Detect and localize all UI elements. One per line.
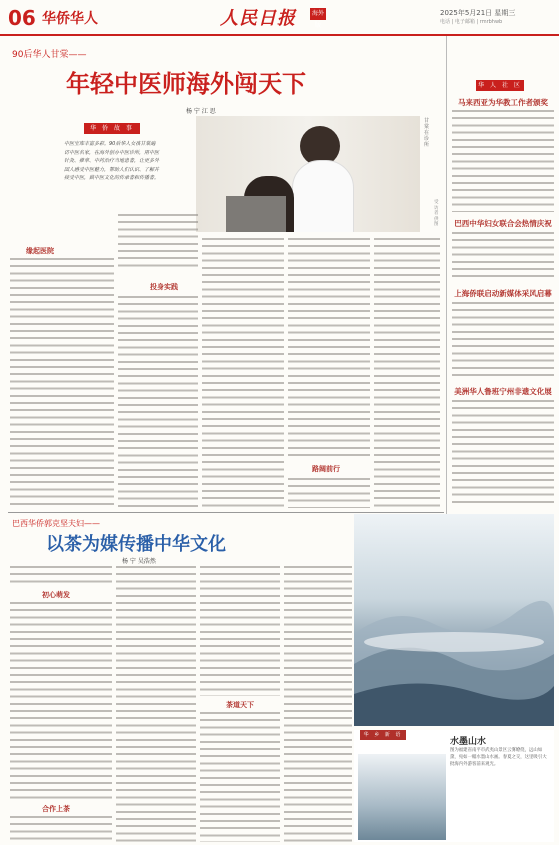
story2-col-3a	[200, 566, 280, 696]
story2-col-4	[284, 566, 352, 842]
sidebar-item-3-title: 上海侨联启动新媒体采风启幕	[454, 289, 552, 298]
photo-feature-image	[358, 754, 446, 840]
story-divider	[8, 512, 444, 513]
photo-feature	[354, 730, 554, 842]
story2-kicker: 巴西华侨郭克坚夫妇——	[12, 519, 100, 528]
story1-col-2a	[118, 214, 198, 268]
issue-date: 2025年5月21日 星期三	[440, 9, 516, 17]
story1-col-2b	[118, 296, 198, 508]
story1-col-4	[288, 238, 370, 460]
section-name: 华侨华人	[42, 11, 98, 27]
story1-subhead-1: 缘起医院	[26, 247, 54, 255]
sidebar-item-3-body	[452, 302, 554, 376]
story2-byline: 杨 宁 吴浩然	[122, 558, 156, 565]
photo-feature-title: 水墨山水	[450, 737, 487, 747]
sidebar-tag: 华 人 社 区	[476, 80, 524, 91]
paper-badge: 海外版	[311, 10, 324, 29]
masthead	[0, 0, 559, 36]
story1-byline: 杨 宁 江 思	[186, 108, 216, 115]
sidebar-item-4-title: 美洲华人鲁班宁州非遗文化展	[454, 387, 552, 396]
sidebar-item-2-body	[452, 232, 554, 282]
story2-col-3b	[200, 712, 280, 842]
story2-headline: 以茶为媒传播中华文化	[46, 534, 226, 555]
photo-caption-1: 甘棠在诊所	[424, 118, 430, 148]
mountain-photo	[354, 514, 554, 726]
story2-subhead-3: 合作上茶	[42, 805, 70, 813]
page-number: 06	[8, 6, 36, 30]
sidebar-item-1-body	[452, 110, 554, 212]
contact-line: 电话 | 电子邮箱 | rmrbhwb	[440, 19, 503, 25]
story1-col-4b	[288, 478, 370, 508]
story1-photo	[196, 116, 420, 232]
story2-subhead-1: 初心萌发	[42, 591, 70, 599]
sidebar-item-4-body	[452, 400, 554, 508]
story2-col-1b	[10, 602, 112, 800]
story1-col-5	[374, 238, 440, 508]
story1-kicker: 90后华人甘棠——	[12, 50, 87, 60]
story2-subhead-2: 茶道天下	[226, 701, 254, 709]
story2-col-1a	[10, 566, 112, 586]
story1-tag: 华 侨 故 事	[84, 123, 140, 134]
story1-headline: 年轻中医师海外闯天下	[66, 70, 306, 98]
photo-feature-tag: 华 乡 新 语	[360, 730, 406, 740]
paper-logo: 人民日报	[220, 8, 296, 29]
story1-subhead-3: 路阔前行	[312, 465, 340, 473]
story2-col-1c	[10, 816, 112, 842]
story1-col-3	[202, 238, 284, 508]
sidebar-divider	[446, 36, 447, 514]
story1-lead: 中医宝库丰富多彩。90后华人女孩甘棠遍访中医名家，在海外创办中医诊所，用中医针灸、推拿、中药治疗当地患者，让更多外国人感受中医魅力，帮助人们认识、了解并接受中医，做中医文化的传承者和传播者。	[64, 141, 160, 182]
sidebar-item-1-title: 马来西亚为华教工作者颁奖	[458, 98, 548, 107]
photo-feature-caption: 图为福建省南平市武夷山景区云雾缭绕，远山如黛，宛如一幅水墨山水画。春夏之交，这里吸引大批海内外游客前来观光。	[450, 748, 547, 767]
story1-col-1	[10, 258, 114, 508]
photo-caption-2: 受访者供图	[434, 200, 439, 227]
mountain-illustration	[354, 514, 554, 726]
story1-subhead-2: 投身实践	[150, 283, 178, 291]
story2-col-2	[116, 566, 196, 842]
sidebar-item-2-title: 巴西中华妇女联合会热情庆祝	[454, 219, 552, 228]
